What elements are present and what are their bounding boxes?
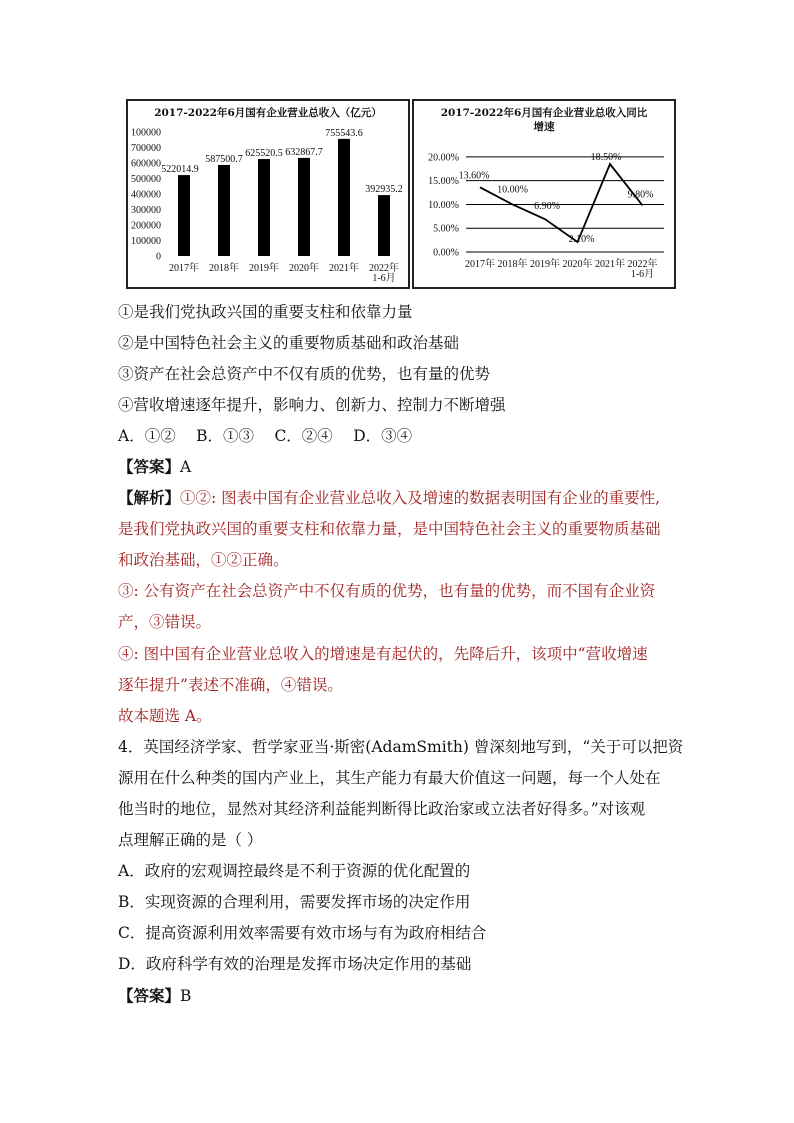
bar-y-tick-label: 200000 (131, 220, 161, 232)
q4-answer-value: B (180, 987, 192, 1005)
bar-y-tick-label: 300000 (131, 205, 161, 216)
answer-row (118, 457, 191, 477)
line-y-tick-label: 0.00% (433, 247, 459, 259)
bar-y-tick-label: 500000 (131, 174, 161, 185)
growth-value-label: 13.60% (458, 170, 490, 182)
growth-value-label: 9.80% (627, 189, 654, 201)
line-category-label: 1-6月 (630, 269, 655, 280)
line-chart-title-line2: 增速 (533, 121, 555, 133)
bar (258, 159, 270, 256)
bar-category-label: 2022年 (369, 263, 399, 274)
bar (218, 165, 230, 256)
line-y-tick-label: 15.00% (428, 176, 459, 188)
q4-answer-row (118, 986, 191, 1006)
bar-y-tick-label: 100000 (131, 127, 161, 139)
revenue-bar-chart (126, 99, 410, 289)
analysis-line-6: ④: 图中国有企业营业总收入的增速是有起伏的，先降后升，该项中“营收增速 (118, 645, 648, 663)
bar-chart-title: 2017-2022年6月国有企业营业总收入（亿元） (154, 107, 382, 119)
bar (178, 175, 190, 256)
question-4-line-3: 他当时的地位，显然对其经济利益能判断得比政治家或立法者好得多。”对该观 (118, 800, 646, 818)
analysis-line-7: 逐年提升”表述不准确，④错误。 (118, 676, 343, 694)
analysis-text-1: ①②: 图表中国有企业营业总收入及增速的数据表明国有企业的重要性, (180, 489, 661, 507)
analysis-line-8: 故本题选 A。 (118, 707, 212, 725)
q4-answer-tag: 【答案】 (118, 986, 181, 1005)
bar-y-tick-label: 700000 (131, 143, 161, 154)
bar-value-label: 625520.5 (245, 148, 283, 160)
bar-value-label: 755543.6 (325, 127, 363, 139)
q4-option-c: C．提高资源利用效率需要有效市场与有为政府相结合 (118, 924, 487, 942)
bar (338, 139, 350, 256)
bar-category-label: 2019年 (249, 263, 279, 274)
line-y-tick-label: 10.00% (428, 199, 459, 211)
bar-y-tick-label: 0 (156, 251, 161, 263)
line-category-label: 2021年 (595, 259, 625, 270)
question-4-line-4: 点理解正确的是（ ） (118, 831, 263, 849)
analysis-line-4: ③: 公有资产在社会总资产中不仅有质的优势，也有量的优势，而不国有企业资 (118, 582, 656, 600)
line-category-label: 2022年 (627, 259, 658, 270)
q4-option-a: A．政府的宏观调控最终是不利于资源的优化配置的 (118, 862, 471, 880)
growth-series-line (480, 164, 643, 242)
line-y-tick-label: 20.00% (428, 152, 459, 164)
option-3: ③资产在社会总资产中不仅有质的优势，也有量的优势 (118, 365, 491, 383)
bar-category-label: 2018年 (209, 263, 239, 274)
bar-category-label: 1-6月 (372, 273, 396, 284)
bar-value-label: 392935.2 (365, 184, 403, 196)
q4-option-b: B．实现资源的合理利用，需要发挥市场的决定作用 (118, 893, 471, 911)
bar-value-label: 587500.7 (205, 153, 243, 165)
bar-y-tick-label: 400000 (131, 189, 161, 201)
answer-tag: 【答案】 (118, 457, 181, 476)
question-4-line-1: 4．英国经济学家、哲学家亚当·斯密(AdamSmith) 曾深刻地写到，“关于可以把资 (118, 738, 684, 756)
line-category-label: 2020年 (562, 259, 593, 270)
answer-value: A (180, 458, 192, 476)
growth-value-label: 6.90% (534, 201, 560, 213)
bar (298, 158, 310, 256)
analysis-line-5: 产，③错误。 (118, 613, 212, 631)
option-2: ②是中国特色社会主义的重要物质基础和政治基础 (118, 334, 460, 352)
analysis-line-3: 和政治基础，①②正确。 (118, 551, 289, 569)
bar-value-label: 632867.7 (285, 146, 323, 158)
analysis-line-1 (118, 488, 660, 508)
analysis-line-2: 是我们党执政兴国的重要支柱和依靠力量，是中国特色社会主义的重要物质基础 (118, 520, 661, 538)
line-category-label: 2018年 (497, 259, 528, 270)
growth-value-label: 18.50% (590, 152, 622, 164)
option-1: ①是我们党执政兴国的重要支柱和依靠力量 (118, 303, 413, 321)
revenue-bar-chart-svg (128, 101, 408, 287)
growth-line-chart (412, 99, 676, 289)
bar-category-label: 2020年 (289, 263, 319, 274)
bar-y-tick-label: 100000 (131, 236, 161, 247)
bar-y-tick-label: 600000 (131, 158, 161, 170)
bar-value-label: 522014.9 (161, 164, 199, 176)
growth-line-chart-svg (414, 101, 674, 287)
analysis-tag: 【解析】 (118, 488, 181, 507)
bar (378, 195, 390, 256)
bar-category-label: 2017年 (169, 263, 199, 274)
question-4-line-2: 源用在什么种类的国内产业上，其生产能力有最大价值这一问题，每一个人处在 (118, 769, 661, 787)
q4-option-d: D．政府科学有效的治理是发挥市场决定作用的基础 (118, 955, 472, 973)
answer-choices: A．①② B．①③ C．②④ D．③④ (118, 427, 413, 445)
growth-value-label: 10.00% (497, 184, 528, 196)
option-4: ④营收增速逐年提升，影响力、创新力、控制力不断增强 (118, 396, 506, 414)
line-chart-title-line1: 2017-2022年6月国有企业营业总收入同比 (440, 107, 648, 119)
line-category-label: 2017年 (465, 259, 495, 270)
growth-value-label: 2.10% (568, 234, 595, 246)
line-category-label: 2019年 (530, 259, 560, 270)
bar-category-label: 2021年 (329, 263, 359, 274)
line-y-tick-label: 5.00% (433, 223, 459, 235)
